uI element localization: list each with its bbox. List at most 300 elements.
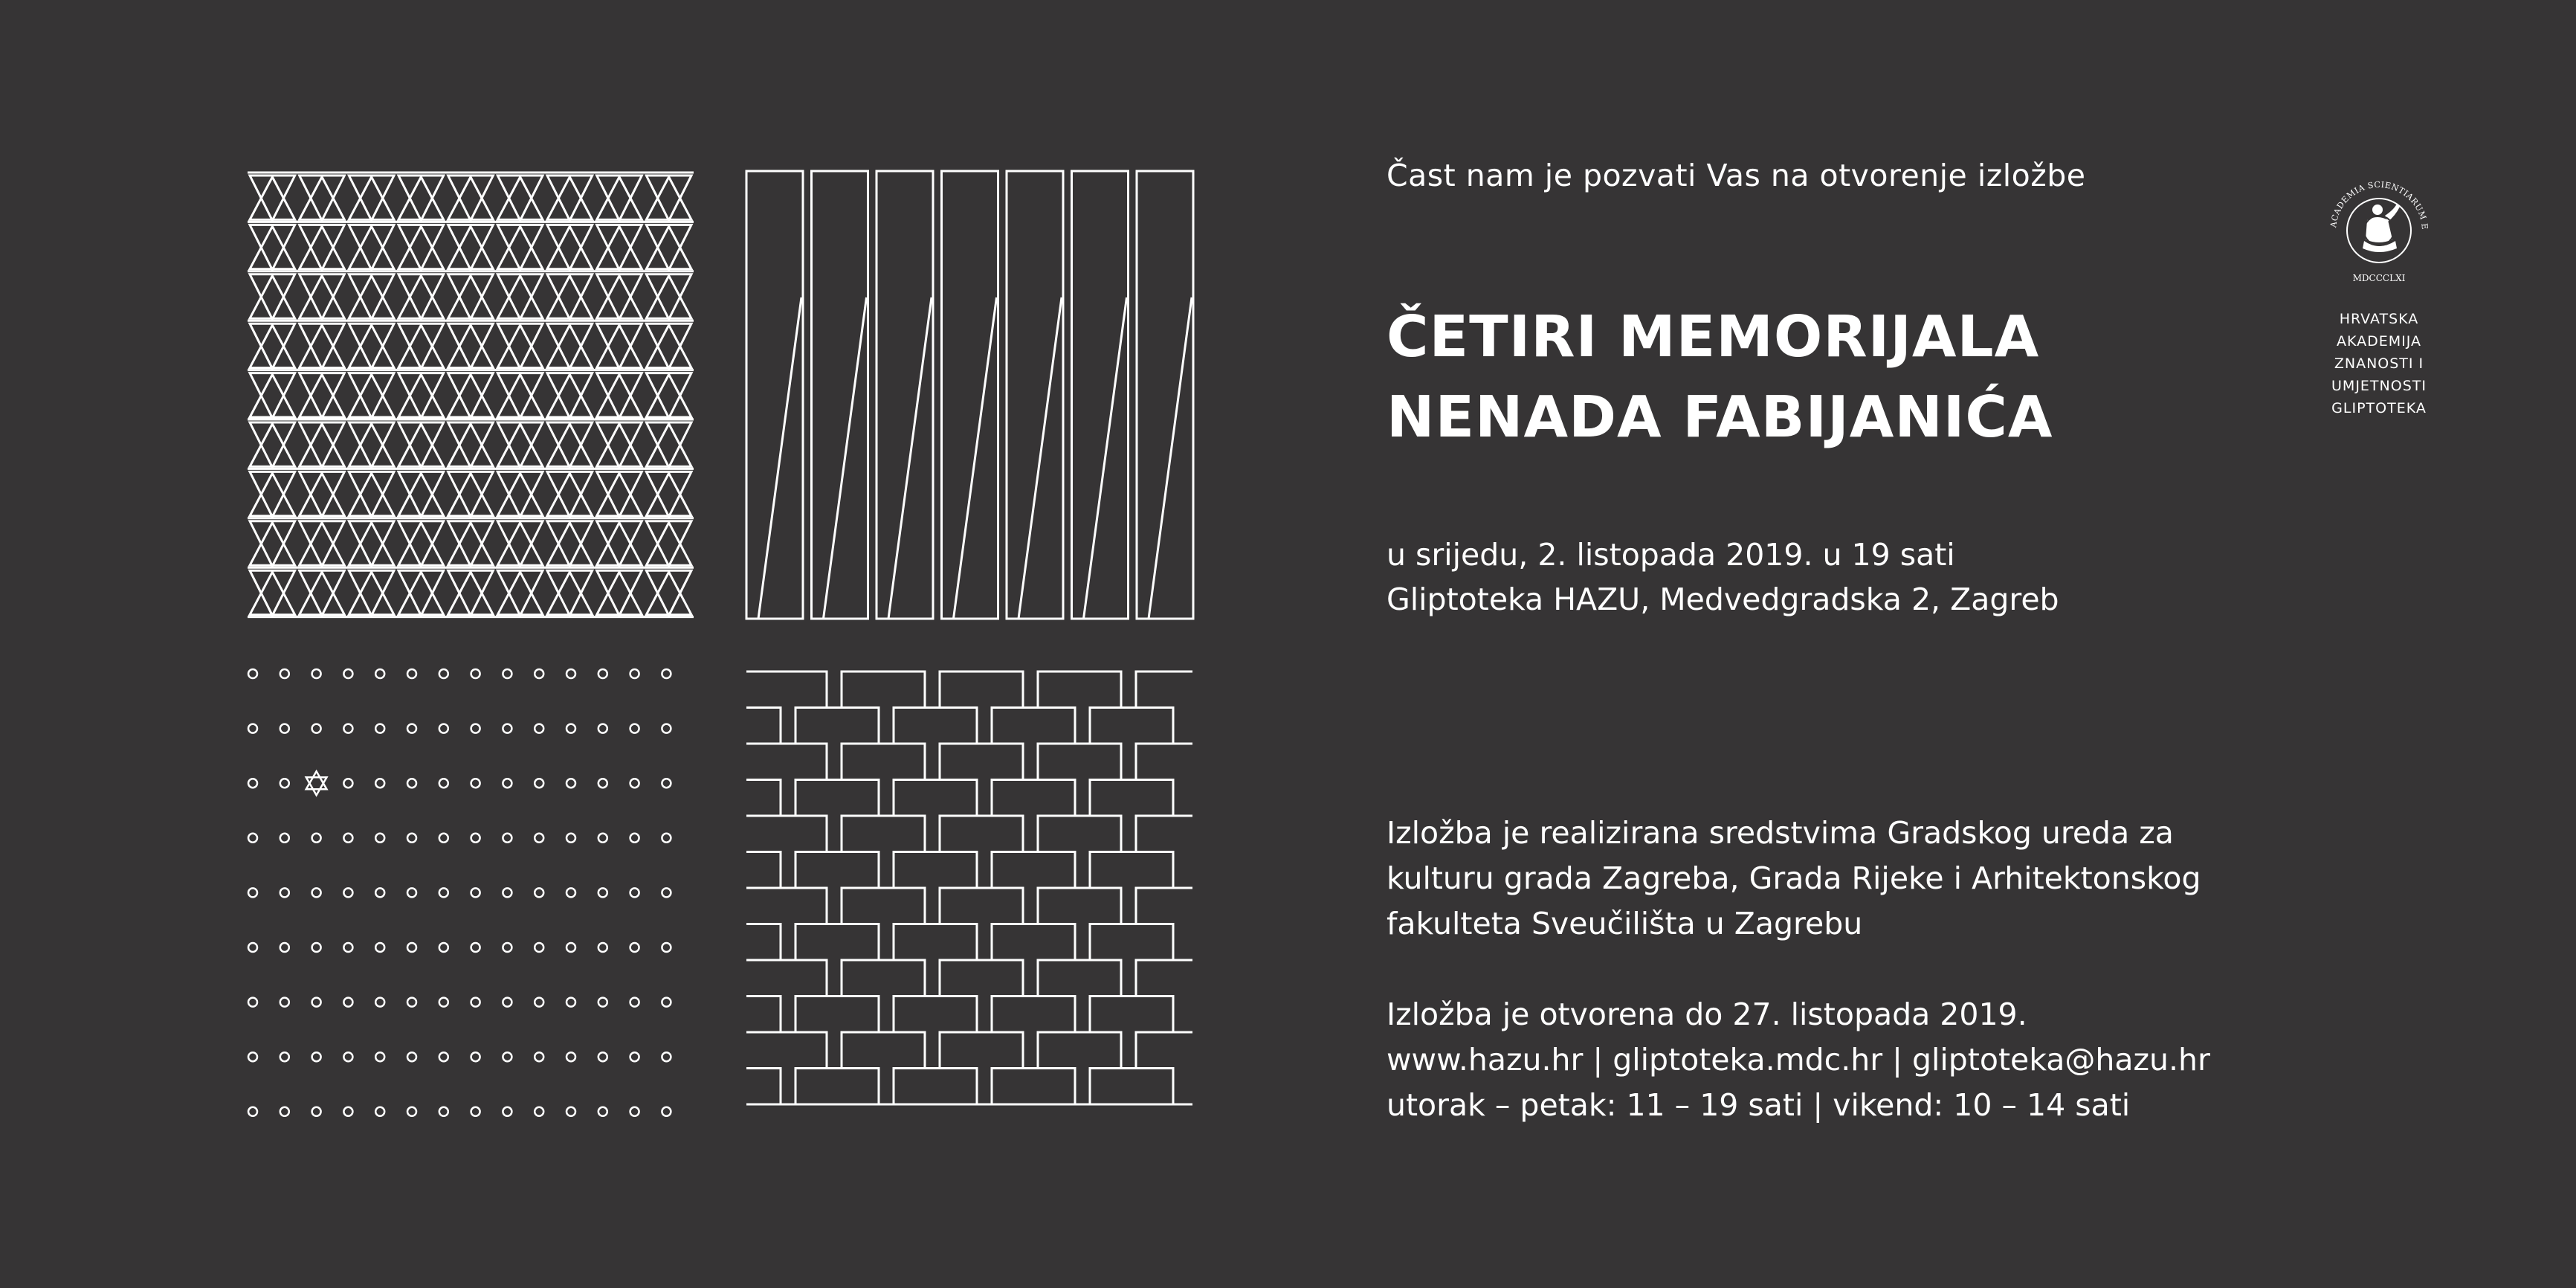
slab-diagonal (1084, 297, 1127, 619)
triangle-down (349, 274, 394, 319)
triangle-up (398, 375, 444, 417)
triangle-up (300, 325, 345, 367)
triangle-down (300, 323, 345, 368)
triangle-up (497, 473, 543, 515)
star-of-david-icon (306, 771, 327, 795)
dot (343, 779, 352, 788)
triangle-down (646, 176, 691, 220)
slab (1007, 171, 1063, 619)
dot (343, 834, 352, 843)
triangle-down (349, 373, 394, 418)
triangle-down (597, 176, 642, 220)
triangle-up (250, 473, 295, 515)
triangle-up (349, 325, 394, 367)
dot (503, 1107, 511, 1116)
dot (439, 888, 448, 897)
triangle-up (349, 177, 394, 219)
dot (375, 1107, 384, 1116)
dot (312, 1107, 321, 1116)
brick (1136, 744, 1192, 780)
dot (503, 724, 511, 733)
dot (375, 1052, 384, 1061)
triangle-up (300, 177, 345, 219)
dot (439, 834, 448, 843)
svg-text:ACADEMIA SCIENTIARUM ET ARTIUM (2305, 162, 2430, 230)
triangle-grid-pattern (248, 173, 694, 617)
triangle-up (646, 226, 691, 268)
triangle-down (448, 176, 494, 220)
dot (248, 724, 257, 733)
triangle-up (349, 226, 394, 268)
triangle-down (250, 373, 295, 418)
triangle-up (250, 276, 295, 318)
brick (940, 1032, 1023, 1069)
triangle-down (597, 521, 642, 566)
visitor-info (1387, 992, 2210, 1128)
dot (439, 724, 448, 733)
dot (630, 888, 639, 897)
brick (1038, 744, 1121, 780)
dot (407, 888, 416, 897)
triangle-up (250, 424, 295, 466)
dot (407, 1107, 416, 1116)
seal-year: MDCCCLXI (2352, 273, 2406, 283)
dot (535, 779, 543, 788)
brick (842, 816, 925, 852)
dot (535, 888, 543, 897)
brick (1090, 708, 1173, 744)
triangle-down (398, 176, 444, 220)
brick (842, 744, 925, 780)
triangle-down (349, 176, 394, 220)
dot (248, 943, 257, 952)
dot (566, 998, 575, 1007)
brick (894, 1069, 977, 1105)
triangle-up (300, 473, 345, 515)
brick (894, 924, 977, 961)
triangle-up (497, 226, 543, 268)
triangle-down (448, 570, 494, 615)
brick (1090, 996, 1173, 1033)
dot (248, 779, 257, 788)
institution-line: HRVATSKA (2339, 311, 2419, 327)
funding-line-2: kulturu grada Zagreba, Grada Rijeke i Arhitektonskog (1387, 860, 2201, 896)
triangle-up (597, 177, 642, 219)
triangle-up (300, 226, 345, 268)
brick (992, 1069, 1075, 1105)
triangle-down (547, 373, 593, 418)
triangle-down (398, 373, 444, 418)
dot (566, 724, 575, 733)
triangle-up (300, 572, 345, 614)
dot (471, 834, 480, 843)
dot (280, 669, 289, 678)
triangle-down (646, 471, 691, 516)
triangle-up (448, 572, 494, 614)
brick (1038, 888, 1121, 924)
institution-line: UMJETNOSTI (2331, 378, 2427, 394)
dot (535, 998, 543, 1007)
dot (566, 669, 575, 678)
triangle-down (250, 225, 295, 269)
brick (842, 1032, 925, 1069)
dot (312, 998, 321, 1007)
slab (746, 171, 803, 619)
triangle-up (497, 276, 543, 318)
dot (248, 888, 257, 897)
triangle-up (250, 226, 295, 268)
title-line-1: ČETIRI MEMORIJALA (1387, 304, 2040, 370)
dot (312, 724, 321, 733)
brick (1038, 1032, 1121, 1069)
brick (940, 744, 1023, 780)
dot (439, 998, 448, 1007)
dot (598, 943, 607, 952)
triangle-up (398, 276, 444, 318)
triangle-down (448, 274, 494, 319)
dot (598, 834, 607, 843)
brick-wall-pattern (746, 672, 1192, 1104)
brick (940, 672, 1023, 708)
brick (746, 780, 781, 817)
triangle-up (349, 523, 394, 565)
brick (1090, 780, 1173, 817)
dot (598, 779, 607, 788)
triangle-down (597, 323, 642, 368)
triangle-down (547, 225, 593, 269)
dot (471, 943, 480, 952)
dot (280, 1052, 289, 1061)
triangle-up (497, 523, 543, 565)
triangle-up (547, 424, 593, 466)
triangle-up (349, 473, 394, 515)
dot (375, 724, 384, 733)
brick (795, 852, 879, 889)
slab-diagonal (888, 297, 932, 619)
triangle-down (497, 422, 543, 467)
triangle-up (448, 473, 494, 515)
triangle-up (300, 523, 345, 565)
slab (1137, 171, 1193, 619)
triangle-up (448, 424, 494, 466)
dot (566, 888, 575, 897)
brick (992, 780, 1075, 817)
dot (280, 834, 289, 843)
dot (566, 943, 575, 952)
dot (662, 834, 671, 843)
brick (746, 1032, 827, 1069)
triangle-up (448, 325, 494, 367)
dot (630, 1107, 639, 1116)
dot (471, 669, 480, 678)
dot (630, 779, 639, 788)
triangle-down (250, 274, 295, 319)
triangle-up (547, 523, 593, 565)
brick (746, 1069, 781, 1105)
dot (375, 669, 384, 678)
dot (535, 724, 543, 733)
triangle-up (398, 473, 444, 515)
brick (746, 996, 781, 1033)
dot (471, 724, 480, 733)
triangle-up (597, 424, 642, 466)
triangle-up (349, 276, 394, 318)
dot (439, 1052, 448, 1061)
triangle-down (597, 373, 642, 418)
dot (471, 998, 480, 1007)
triangle-up (349, 424, 394, 466)
triangle-down (597, 471, 642, 516)
triangle-up (398, 325, 444, 367)
triangle-up (497, 177, 543, 219)
contact-links[interactable]: www.hazu.hr | gliptoteka.mdc.hr | gliptoteka@hazu.hr (1387, 1042, 2210, 1078)
triangle-up (646, 375, 691, 417)
brick (1136, 672, 1192, 708)
triangle-down (250, 176, 295, 220)
slab (812, 171, 868, 619)
slab (942, 171, 998, 619)
dot (280, 998, 289, 1007)
triangle-down (497, 471, 543, 516)
triangle-down (597, 225, 642, 269)
dot (248, 669, 257, 678)
dot (312, 943, 321, 952)
triangle-up (448, 226, 494, 268)
dot (630, 943, 639, 952)
triangle-down (497, 274, 543, 319)
triangle-down (349, 570, 394, 615)
dot (343, 724, 352, 733)
triangle-up (547, 572, 593, 614)
triangle-up (300, 375, 345, 417)
academy-seal-logo (2305, 162, 2453, 299)
dot (280, 724, 289, 733)
triangle-up (250, 375, 295, 417)
dot (598, 724, 607, 733)
triangle-down (646, 225, 691, 269)
triangle-down (646, 422, 691, 467)
dot (503, 888, 511, 897)
dot (566, 1107, 575, 1116)
triangle-up (547, 226, 593, 268)
slab-diagonal (1149, 297, 1192, 619)
dot (280, 888, 289, 897)
dot (662, 779, 671, 788)
dot-grid-pattern (248, 669, 671, 1116)
dot (598, 998, 607, 1007)
dot (375, 888, 384, 897)
triangle-down (398, 323, 444, 368)
dot (630, 998, 639, 1007)
dot (343, 888, 352, 897)
dot (503, 834, 511, 843)
triangle-down (398, 521, 444, 566)
triangle-down (497, 225, 543, 269)
triangle-up (646, 276, 691, 318)
brick (746, 960, 827, 996)
dot (662, 998, 671, 1007)
dot (566, 1052, 575, 1061)
dot (375, 779, 384, 788)
slab-diagonal (954, 297, 997, 619)
slab (877, 171, 933, 619)
triangle-down (349, 323, 394, 368)
triangle-down (448, 323, 494, 368)
triangle-down (497, 373, 543, 418)
brick (992, 996, 1075, 1033)
dot (343, 1052, 352, 1061)
triangle-up (398, 523, 444, 565)
triangle-up (646, 325, 691, 367)
dot (598, 888, 607, 897)
brick (746, 708, 781, 744)
title-line-2: NENADA FABIJANIĆA (1387, 384, 2053, 451)
triangle-down (250, 570, 295, 615)
triangle-up (398, 424, 444, 466)
triangle-down (349, 521, 394, 566)
triangle-down (300, 570, 345, 615)
dot (471, 888, 480, 897)
dot (439, 669, 448, 678)
triangle-up (646, 424, 691, 466)
triangle-down (597, 274, 642, 319)
triangle-up (497, 572, 543, 614)
triangle-up (300, 424, 345, 466)
triangle-up (597, 226, 642, 268)
triangle-up (349, 572, 394, 614)
triangle-down (597, 570, 642, 615)
open-until: Izložba je otvorena do 27. listopada 2019. (1387, 996, 2027, 1032)
dot (407, 998, 416, 1007)
triangle-up (448, 276, 494, 318)
slab-diagonal (1019, 297, 1062, 619)
dot (407, 669, 416, 678)
triangle-down (547, 323, 593, 368)
dot (248, 998, 257, 1007)
brick (1038, 816, 1121, 852)
dot (407, 834, 416, 843)
dot (248, 1107, 257, 1116)
triangle-up (250, 325, 295, 367)
triangle-up (497, 424, 543, 466)
triangle-down (547, 176, 593, 220)
triangle-down (300, 274, 345, 319)
triangle-down (250, 471, 295, 516)
dot (439, 943, 448, 952)
dot (662, 943, 671, 952)
triangle-down (300, 521, 345, 566)
dot (248, 834, 257, 843)
triangle-up (448, 375, 494, 417)
triangle-down (497, 323, 543, 368)
brick (746, 888, 827, 924)
dot (503, 998, 511, 1007)
slab (1072, 171, 1129, 619)
dot (503, 943, 511, 952)
brick (894, 708, 977, 744)
brick (795, 996, 879, 1033)
triangle-up (398, 226, 444, 268)
dot (312, 669, 321, 678)
triangle-up (300, 276, 345, 318)
dot (630, 669, 639, 678)
triangle-down (547, 570, 593, 615)
triangle-up (547, 177, 593, 219)
dot (566, 779, 575, 788)
star-triangle-up (306, 771, 327, 789)
triangle-down (398, 570, 444, 615)
dot (630, 724, 639, 733)
triangle-down (300, 422, 345, 467)
brick (1136, 888, 1192, 924)
triangle-down (398, 471, 444, 516)
triangle-up (250, 572, 295, 614)
triangle-up (597, 375, 642, 417)
dot (343, 1107, 352, 1116)
triangle-up (547, 325, 593, 367)
dot (535, 834, 543, 843)
triangle-down (497, 570, 543, 615)
triangle-down (497, 521, 543, 566)
brick (795, 1069, 879, 1105)
dot (312, 834, 321, 843)
triangle-up (250, 523, 295, 565)
brick (746, 672, 827, 708)
brick (795, 924, 879, 961)
triangle-down (448, 225, 494, 269)
triangle-down (448, 471, 494, 516)
brick (1136, 1032, 1192, 1069)
dot (375, 943, 384, 952)
brick (1136, 960, 1192, 996)
brick (842, 672, 925, 708)
dot (343, 998, 352, 1007)
funding-note (1387, 811, 2201, 947)
event-venue: Gliptoteka HAZU, Medvedgradska 2, Zagreb (1387, 582, 2059, 617)
triangle-up (547, 276, 593, 318)
triangle-down (349, 422, 394, 467)
dot (312, 1052, 321, 1061)
triangle-up (597, 276, 642, 318)
triangle-up (646, 177, 691, 219)
dot (248, 1052, 257, 1061)
brick (894, 996, 977, 1033)
exhibition-title (1387, 297, 2053, 458)
triangle-up (597, 473, 642, 515)
dot (439, 779, 448, 788)
invitation-line: Čast nam je pozvati Vas na otvorenje izložbe (1387, 158, 2086, 193)
brick (940, 888, 1023, 924)
triangle-up (547, 375, 593, 417)
dot (598, 1052, 607, 1061)
event-details (1387, 532, 2059, 622)
brick (842, 960, 925, 996)
triangle-down (349, 225, 394, 269)
brick (1090, 924, 1173, 961)
dot (343, 943, 352, 952)
dot (343, 669, 352, 678)
dot (662, 669, 671, 678)
triangle-up (448, 177, 494, 219)
triangle-down (300, 225, 345, 269)
dot (312, 888, 321, 897)
dot (503, 779, 511, 788)
brick (795, 708, 879, 744)
triangle-down (646, 323, 691, 368)
triangle-down (547, 471, 593, 516)
triangle-up (497, 325, 543, 367)
triangle-up (497, 375, 543, 417)
